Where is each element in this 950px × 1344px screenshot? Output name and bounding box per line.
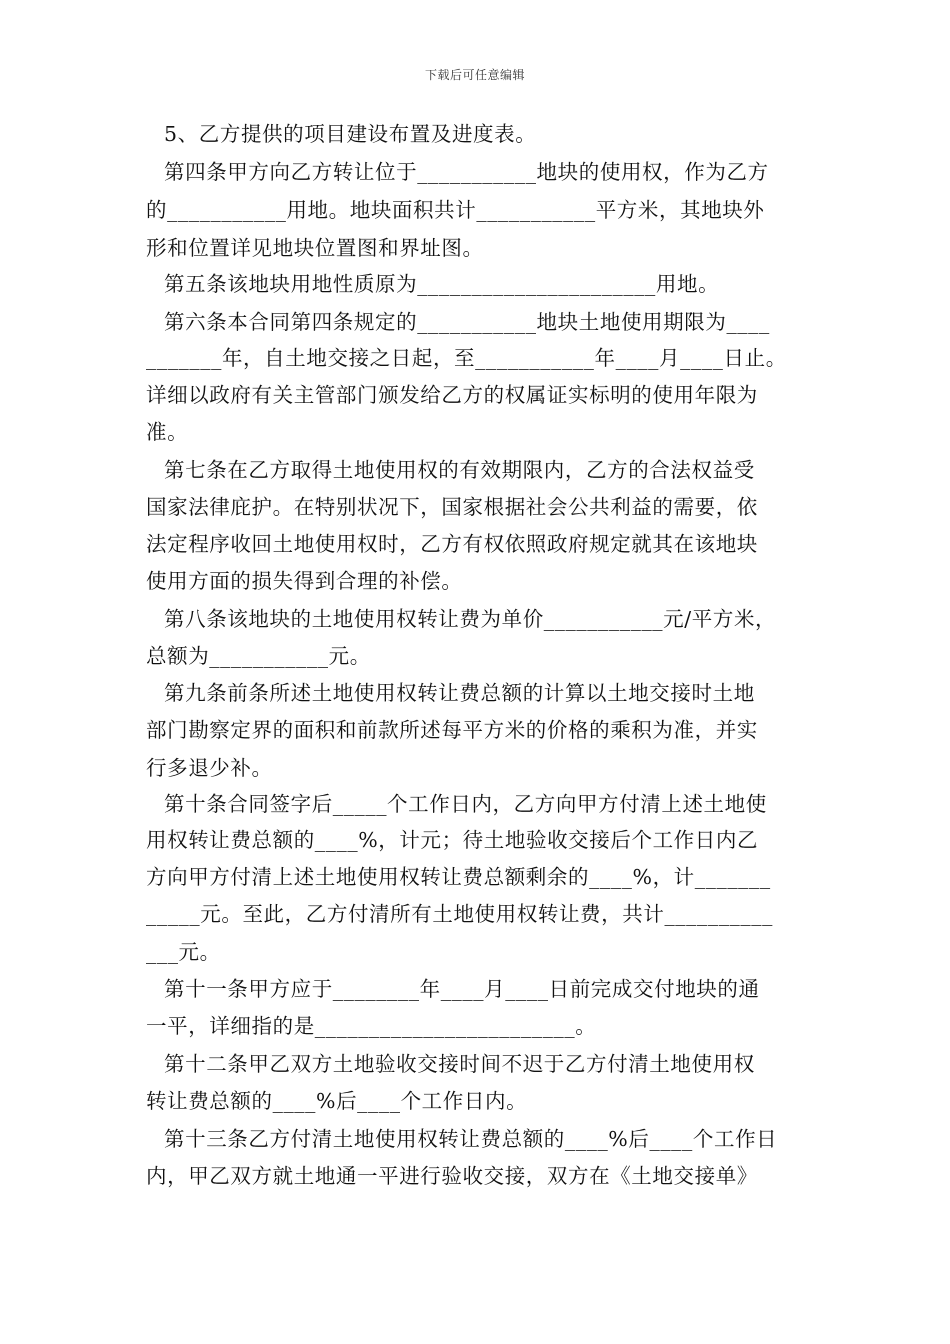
text-line: 详细以政府有关主管部门颁发给乙方的权属证实标明的使用年限为 <box>146 383 758 407</box>
text-line: 形和位置详见地块位置图和界址图。 <box>146 236 484 260</box>
text-line: 第六条本合同第四条规定的___________地块土地使用期限为____ <box>164 310 770 334</box>
text-line: 部门勘察定界的面积和前款所述每平方米的价格的乘积为准，并实 <box>146 718 758 742</box>
text-line: 准。 <box>146 420 189 444</box>
text-line: 国家法律庇护。在特别状况下，国家根据社会公共利益的需要，依 <box>146 495 758 519</box>
text-line: _____元。至此，乙方付清所有土地使用权转让费，共计__________ <box>146 902 773 926</box>
text-line: 第五条该地块用地性质原为______________________用地。 <box>164 272 720 296</box>
text-line: 第十三条乙方付清土地使用权转让费总额的____%后____个工作日 <box>164 1127 778 1151</box>
text-line: 5、乙方提供的项目建设布置及进度表。 <box>164 122 537 146</box>
text-line: 第十一条甲方应于________年____月____日前完成交付地块的通 <box>164 977 760 1001</box>
text-line: ___元。 <box>146 940 221 964</box>
text-line: 转让费总额的____%后____个工作日内。 <box>146 1089 528 1113</box>
text-line: 一平，详细指的是________________________。 <box>146 1014 597 1038</box>
text-line: 第十二条甲乙双方土地验收交接时间不迟于乙方付清土地使用权 <box>164 1052 755 1076</box>
text-line: 第四条甲方向乙方转让位于___________地块的使用权，作为乙方 <box>164 160 769 184</box>
text-line: _______年，自土地交接之日起，至___________年____月____日止。 <box>146 346 787 370</box>
text-line: 第十条合同签字后_____个工作日内，乙方向甲方付清上述土地使 <box>164 792 767 816</box>
text-line: 第七条在乙方取得土地使用权的有效期限内，乙方的合法权益受 <box>164 458 755 482</box>
text-line: 的___________用地。地块面积共计___________平方米，其地块外 <box>146 198 765 222</box>
page-header: 下载后可任意编辑 <box>424 68 525 82</box>
text-line: 方向甲方付清上述土地使用权转让费总额剩余的____%，计_______ <box>146 865 771 889</box>
text-line: 第九条前条所述土地使用权转让费总额的计算以土地交接时土地 <box>164 681 755 705</box>
text-line: 第八条该地块的土地使用权转让费为单价___________元/平方米， <box>164 607 777 631</box>
text-line: 法定程序收回土地使用权时，乙方有权依照政府规定就其在该地块 <box>146 532 758 556</box>
text-line: 用权转让费总额的____%，计元；待土地验收交接后个工作日内乙 <box>146 828 759 852</box>
text-line: 行多退少补。 <box>146 756 273 780</box>
text-line: 使用方面的损失得到合理的补偿。 <box>146 569 463 593</box>
text-line: 内，甲乙双方就土地通一平进行验收交接，双方在《土地交接单》 <box>146 1164 758 1188</box>
text-line: 总额为___________元。 <box>146 644 371 668</box>
